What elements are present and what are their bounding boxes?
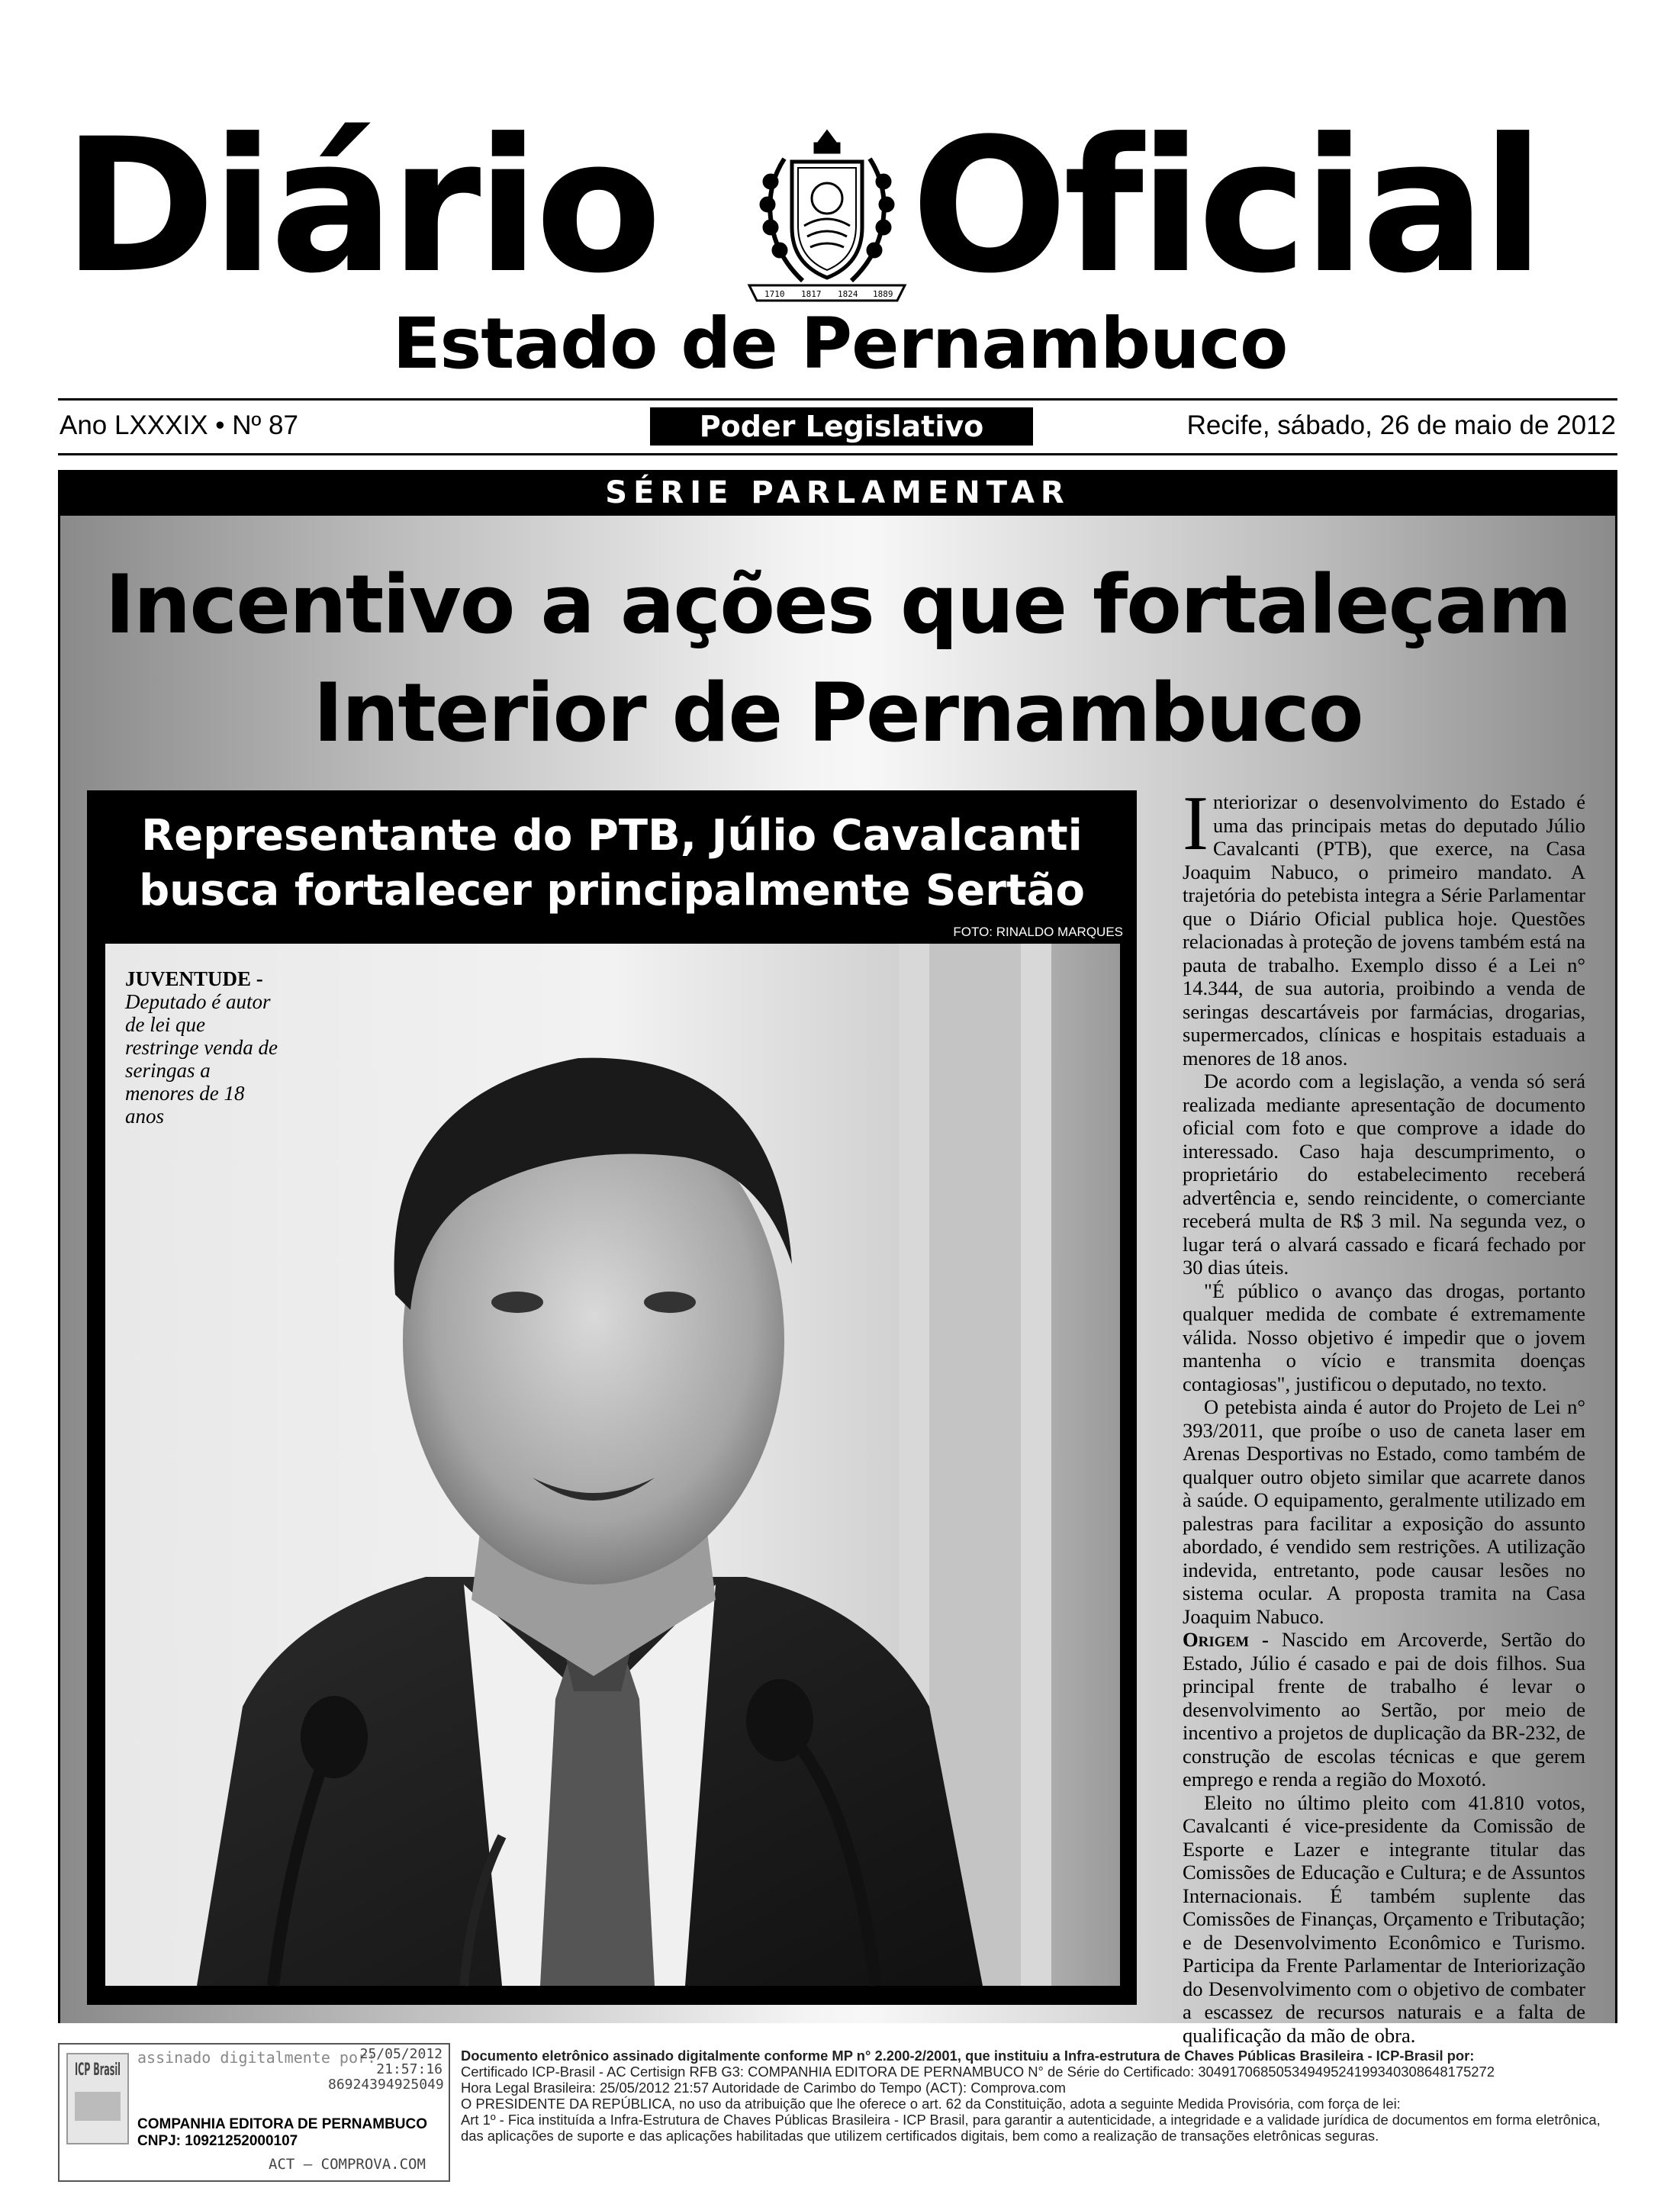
legal-line-4: O PRESIDENTE DA REPÚBLICA, no uso da atribuição que lhe oferece o art. 62 da Constituição, adota a seguinte Medida Provisória, com força de lei: xyxy=(461,2096,1401,2112)
series-banner: SÉRIE PARLAMENTAR xyxy=(58,470,1617,516)
masthead-title-left: Diário xyxy=(63,99,658,314)
article-paragraph: De acordo com a legislação, a venda só será realizada mediante apresentação de documento oficial com foto e que comprove a idade do interessado. Caso haja descumprimento, o proprietário do estabelecimento receberá advertência e, sendo reincidente, o comerciante receberá multa de R$ 3 mil. Na segunda vez, o lugar terá o alvará cassado e ficará fechado por 30 dias úteis. xyxy=(1183,1070,1585,1279)
photo-caption xyxy=(125,967,278,1128)
crest-year-2: 1817 xyxy=(801,289,822,299)
subheadline-line-1: Representante do PTB, Júlio Cavalcanti xyxy=(141,811,1083,861)
photo-credit: FOTO: RINALDO MARQUES xyxy=(953,925,1123,939)
article-body xyxy=(1183,780,1586,2047)
headline-line-2: Interior de Pernambuco xyxy=(313,666,1363,760)
icp-logo-text: ICP Brasil xyxy=(75,2061,121,2080)
legal-notice xyxy=(461,2048,1651,2144)
signature-timestamp xyxy=(328,2047,443,2093)
masthead-subtitle: Estado de Pernambuco xyxy=(392,303,1288,384)
article-paragraph: Eleito no último pleito com 41.810 votos, Cavalcanti é vice-presidente da Comissão de Esporte e Lazer e integrante titular das Comissões de Educação e Cultura; e de Assuntos Internacionais. É também suplente das Comissões de Finanças, Orçamento e Tributação; e de Desenvolvimento Econômico e Turismo. Participa da Frente Parlamentar de Interiorização do Desenvolvimento com o objetivo de combater a escassez de recursos naturais e a falta de qualificação da mão de obra. xyxy=(1183,1790,1585,2047)
issue-info-row xyxy=(58,404,1617,449)
crest-year-4: 1889 xyxy=(873,289,893,299)
article-paragraph: O petebista ainda é autor do Projeto de Lei n° 393/2011, que proíbe o uso de caneta laser em Arenas Desportivas no Estado, como também de qualquer outro objeto similar que acarrete danos à saúde. O equipamento, geralmente utilizado em palestras para facilitar a exposição do assunto abordado, é vendido sem restrições. A utilização indevida, entretanto, pode causar lesões no sistema ocular. A proposta tramita na Casa Joaquim Nabuco. xyxy=(1183,1395,1585,1628)
article-paragraph-text: nteriorizar o desenvolvimento do Estado é uma das principais metas do deputado Júlio Cavalcanti (PTB), que exerce, na Casa Joaquim Nabuco, o primeiro mandato. A trajetória do petebista integra a Série Parlamentar que o Diário Oficial publica hoje. Questões relacionadas à proteção de jovens também está na pauta de trabalho. Exemplo disso é a Lei n° 14.344, de sua autoria, proibindo a venda de seringas descartáveis por farmácias, drogarias, supermercados, clínicas e hospitais estaduais a menores de 18 anos. xyxy=(1183,790,1585,1070)
legal-line-6: das aplicações de suporte e das aplicações habilitadas que utilizem certificados digitais, bem como a realização de transações eletrônicas seguras. xyxy=(461,2128,1379,2144)
masthead-top-rule xyxy=(58,398,1617,401)
subheadline-line-2: busca fortalecer principalmente Sertão xyxy=(139,866,1085,915)
state-coat-of-arms-icon xyxy=(742,128,912,305)
issue-date: Recife, sábado, 26 de maio de 2012 xyxy=(1186,410,1616,440)
article-paragraph xyxy=(1183,780,1585,1070)
crest-year-3: 1824 xyxy=(838,289,858,299)
signature-date: 25/05/2012 xyxy=(359,2046,443,2062)
masthead-title-right: Oficial xyxy=(911,99,1540,314)
caption-title: JUVENTUDE - xyxy=(125,967,263,990)
signature-act: ACT – COMPROVA.COM xyxy=(269,2156,426,2173)
signature-label: assinado digitalmente por: xyxy=(137,2048,377,2067)
legal-line-1: Documento eletrônico assinado digitalmente conforme MP n° 2.200-2/2001, que instituiu a Infra-estrutura de Chaves Públicas Brasileira - ICP-Brasil por: xyxy=(461,2048,1475,2064)
icp-brasil-logo-icon xyxy=(66,2052,130,2145)
article-paragraph: "É público o avanço das drogas, portanto qualquer medida de combate é extremamente válida. Nosso objetivo é impedir que o jovem mantenha o vício e transmita doenças contagiosas", justificou o deputado, no texto. xyxy=(1183,1279,1585,1395)
signature-time: 21:57:16 xyxy=(376,2061,443,2077)
article-section-lead: Origem - xyxy=(1183,1628,1269,1651)
article-paragraph-text: Nascido em Arcoverde, Sertão do Estado, Júlio é casado e pai de dois filhos. Sua principal frente de trabalho é levar o desenvolvimento ao Sertão, por meio de incentivo a projetos de duplicação da BR-232, de construção de escolas técnicas e que gerem emprego e renda a região do Moxotó. xyxy=(1183,1628,1586,1790)
headline-line-1: Incentivo a ações que fortaleçam xyxy=(105,558,1571,652)
issue-edition: Ano LXXXIX • Nº 87 xyxy=(60,410,298,440)
legal-line-5: Art 1º - Fica instituída a Infra-Estrutura de Chaves Públicas Brasileira - ICP Brasil, para garantir a autenticidade, a integridade e a validade jurídica de documentos em forma eletrônica, xyxy=(461,2112,1601,2128)
signature-cnpj: CNPJ: 10921252000107 xyxy=(137,2133,298,2149)
article-dropcap: I xyxy=(1183,780,1209,867)
signature-serial: 86924394925049 xyxy=(328,2077,444,2093)
caption-text: Deputado é autor de lei que restringe venda de seringas a menores de 18 anos xyxy=(125,990,278,1128)
signature-company: COMPANHIA EDITORA DE PERNAMBUCO xyxy=(137,2116,428,2132)
crest-year-1: 1710 xyxy=(764,289,785,299)
legal-line-2: Certificado ICP-Brasil - AC Certisign RFB G3: COMPANHIA EDITORA DE PERNAMBUCO N° de Série do Certificado: 30491706850534949524199340308648175272 xyxy=(461,2064,1495,2080)
article-paragraph xyxy=(1183,1628,1585,1791)
legal-line-3: Hora Legal Brasileira: 25/05/2012 21:57 Autoridade de Carimbo do Tempo (ACT): Comprova.com xyxy=(461,2080,1066,2096)
subheadline xyxy=(87,809,1137,919)
section-label: Poder Legislativo xyxy=(650,407,1033,446)
masthead-bottom-rule xyxy=(58,453,1617,455)
